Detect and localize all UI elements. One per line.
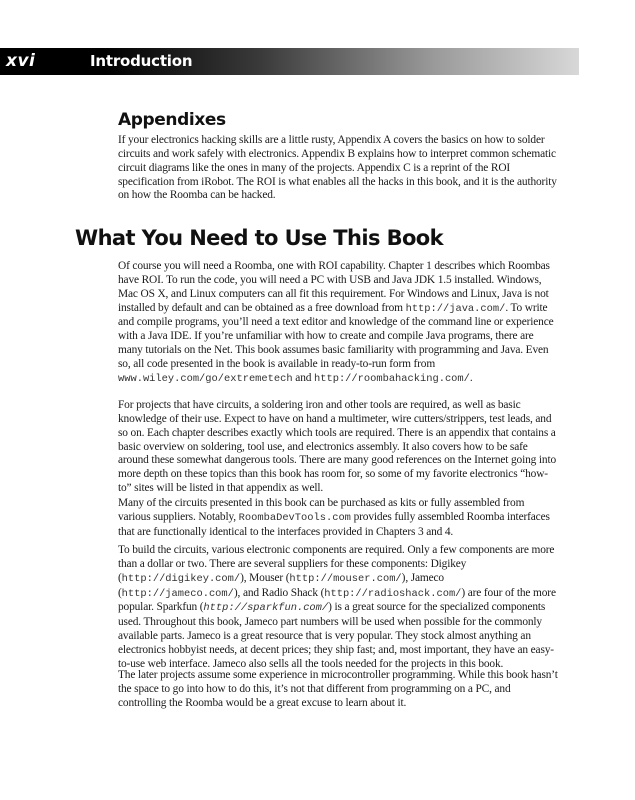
running-header-bar bbox=[0, 48, 579, 75]
text-run: provides fully assembled Roomba interfaces that are functionally identical to the interfaces provided in Chapters 3 and 4. bbox=[118, 510, 550, 538]
radioshack-url: http://radioshack.com/ bbox=[324, 587, 462, 600]
text-run: ) are four of the more popular. Sparkfun ( bbox=[118, 586, 556, 614]
tools-paragraph: For projects that have circuits, a soldering iron and other tools are required, as well as basic knowledge of their use. Expect to have on hand a multimeter, wire cutters/strippers, test leads, and so on. Each chapter describes exactly which tools are required. There is an appendix that contains a basic overview on soldering, tool use, and electronics assembly. It also covers how to be safe around these somewhat dangerous tools. There are many good references on the Internet going into more depth on these topics than this book has room for, so some of my favorite electronics “how-to” sites will be listed in that appendix as well. bbox=[118, 399, 557, 495]
text-run: . To write and compile programs, you’ll need a text editor and knowledge of the command line or experience with a Java IDE. If you’re unfamiliar with how to create and compile Java programs, there are many tutorials on the Net. This book assumes basic familiarity with programming and Java. Even so, all code presented in the book is available in ready-to-run form from bbox=[118, 301, 554, 370]
text-run: ), and Radio Shack ( bbox=[233, 586, 325, 599]
components-paragraph bbox=[118, 544, 558, 672]
sparkfun-url: http://sparkfun.com/ bbox=[203, 602, 329, 615]
page-number: xvi bbox=[6, 51, 36, 71]
text-run: Many of the circuits presented in this book can be purchased as kits or fully assembled from various suppliers. Notably, bbox=[118, 497, 525, 523]
microcontroller-section bbox=[118, 669, 558, 711]
text-run: To build the circuits, various electronic components are required. Only a few components are more than a dollar or two. There are several suppliers for these components: Digikey ( bbox=[118, 544, 555, 584]
text-run: ), Mouser ( bbox=[240, 571, 290, 584]
appendixes-heading: Appendixes bbox=[118, 110, 226, 130]
text-run: ), Jameco ( bbox=[118, 571, 444, 599]
roombahacking-url: http://roombahacking.com/ bbox=[314, 372, 470, 385]
text-run: ) is a great source for the specialized components used. Throughout this book, Jameco part numbers will be used when possible for the commonly available parts. Jameco is a great resource that is very popular. They stock almost anything an electronics hobbyist needs, at decent prices; they ship fast; and, most important, they have an easy-to-use web interface. Jameco also sells all the tools needed for the projects in this book. bbox=[118, 601, 554, 670]
java-url: http://java.com/ bbox=[405, 302, 506, 315]
text-run: Of course you will need a Roomba, one with ROI capability. Chapter 1 describes which Roombas have ROI. To run the code, you will need a PC with USB and Java JDK 1.5 installed. Windows, Mac OS X, and Linux computers can all fit this requirement. For Windows and Linux, Java is not installed by default and can be obtained as a free download from bbox=[118, 260, 550, 314]
tools-section bbox=[118, 399, 558, 496]
what-you-need-heading: What You Need to Use This Book bbox=[75, 226, 443, 250]
digikey-url: http://digikey.com/ bbox=[121, 572, 241, 585]
kits-paragraph bbox=[118, 497, 558, 540]
mouser-url: http://mouser.com/ bbox=[289, 572, 402, 585]
wiley-url: www.wiley.com/go/extremetech bbox=[118, 372, 293, 385]
appendixes-section bbox=[118, 134, 558, 203]
microcontroller-paragraph: The later projects assume some experience in microcontroller programming. While this book hasn’t the space to go into how to do this, it’s not that different from programming on a PC, and controlling the Roomba would be a great excuse to learn about it. bbox=[118, 669, 558, 709]
text-run: . bbox=[469, 371, 473, 384]
text-run: and bbox=[292, 371, 314, 384]
roombadevtools-url: RoombaDevTools.com bbox=[238, 511, 351, 524]
jameco-url: http://jameco.com/ bbox=[121, 587, 234, 600]
appendixes-paragraph: If your electronics hacking skills are a little rusty, Appendix A covers the basics on how to solder circuits and work safely with electronics. Appendix B explains how to interpret common schematic circuit diagrams like the ones in many of the projects. Appendix C is a reprint of the ROI specification from iRobot. The ROI is what enables all the hacks in this book, and it is the authority on how the Roomba can be hacked. bbox=[118, 134, 557, 202]
running-header-title: Introduction bbox=[90, 52, 193, 70]
requirements-paragraph bbox=[118, 260, 558, 387]
